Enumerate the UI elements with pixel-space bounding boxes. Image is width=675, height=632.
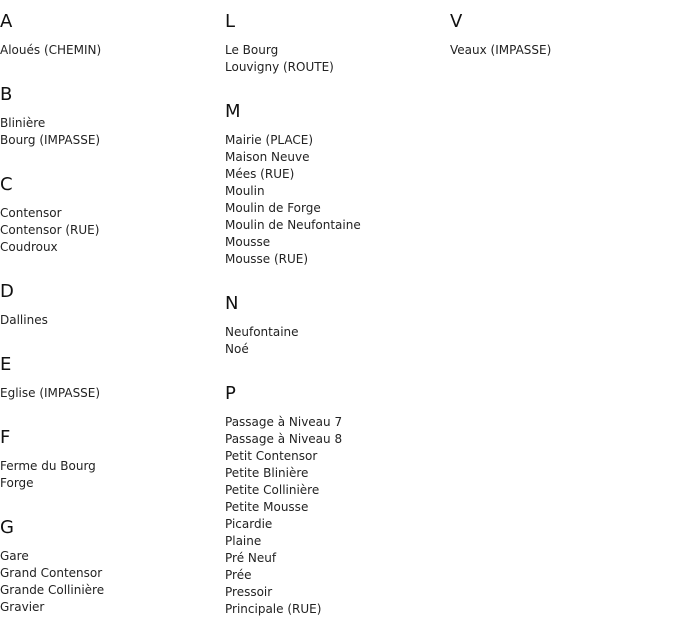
street-link[interactable]: Bourg (IMPASSE) [0, 133, 101, 147]
index-column-3 [450, 8, 670, 59]
street-list [0, 385, 220, 402]
group-spacer [0, 149, 220, 171]
street-link[interactable]: Eglise (IMPASSE) [0, 386, 101, 400]
street-link[interactable]: Noé [225, 342, 249, 356]
street-link[interactable]: Dallines [0, 313, 48, 327]
street-list [0, 312, 220, 329]
street-link[interactable]: Moulin [225, 184, 265, 198]
street-list [225, 414, 445, 618]
group-spacer [225, 358, 445, 380]
street-list [225, 42, 445, 76]
street-list [0, 205, 220, 256]
street-link[interactable]: Petite Collinière [225, 483, 320, 497]
street-link[interactable]: Pré Neuf [225, 551, 277, 565]
street-list [0, 42, 220, 59]
street-link[interactable]: Petite Blinière [225, 466, 309, 480]
letter-group-l [225, 8, 445, 98]
group-spacer [0, 329, 220, 351]
group-spacer [0, 256, 220, 278]
street-link[interactable]: Plaine [225, 534, 262, 548]
street-link[interactable]: Mousse (RUE) [225, 252, 309, 266]
letter-group-a [0, 8, 220, 81]
street-link[interactable]: Petit Contensor [225, 449, 318, 463]
group-spacer [0, 59, 220, 81]
street-link[interactable]: Blinière [0, 116, 46, 130]
street-link[interactable]: Aloués (CHEMIN) [0, 43, 102, 57]
street-link[interactable]: Coudroux [0, 240, 58, 254]
street-link[interactable]: Ferme du Bourg [0, 459, 96, 473]
group-spacer [225, 268, 445, 290]
letter-heading: C [0, 174, 13, 195]
letter-heading: L [225, 11, 236, 32]
street-link[interactable]: Mairie (PLACE) [225, 133, 314, 147]
street-link[interactable]: Moulin de Neufontaine [225, 218, 361, 232]
street-link[interactable]: Grand Contensor [0, 566, 103, 580]
street-link[interactable]: Picardie [225, 517, 273, 531]
street-link[interactable]: Maison Neuve [225, 150, 310, 164]
index-column-2 [225, 8, 445, 618]
letter-heading: V [450, 11, 463, 32]
street-link[interactable]: Mousse [225, 235, 271, 249]
street-link[interactable]: Gravier [0, 600, 45, 614]
letter-heading: M [225, 101, 241, 122]
street-link[interactable]: Petite Mousse [225, 500, 309, 514]
street-link[interactable]: Gare [0, 549, 29, 563]
street-link[interactable]: Passage à Niveau 7 [225, 415, 343, 429]
letter-heading: D [0, 281, 14, 302]
letter-group-d [0, 278, 220, 351]
street-link[interactable]: Contensor (RUE) [0, 223, 100, 237]
street-link[interactable]: Pressoir [225, 585, 273, 599]
letter-group-b [0, 81, 220, 171]
letter-heading: F [0, 427, 11, 448]
street-link[interactable]: Mées (RUE) [225, 167, 295, 181]
street-link[interactable]: Neufontaine [225, 325, 299, 339]
letter-heading: G [0, 517, 14, 538]
letter-heading: B [0, 84, 13, 105]
letter-group-n [225, 290, 445, 380]
street-link[interactable]: Moulin de Forge [225, 201, 321, 215]
letter-group-p [225, 380, 445, 618]
street-list [450, 42, 670, 59]
letter-group-e [0, 351, 220, 424]
street-link[interactable]: Grande Collinière [0, 583, 105, 597]
street-list [225, 132, 445, 268]
street-link[interactable]: Passage à Niveau 8 [225, 432, 343, 446]
letter-group-m [225, 98, 445, 290]
letter-group-f [0, 424, 220, 514]
letter-heading: A [0, 11, 13, 32]
letter-heading: E [0, 354, 12, 375]
letter-group-c [0, 171, 220, 278]
street-link[interactable]: Louvigny (ROUTE) [225, 60, 334, 74]
street-list [0, 548, 220, 616]
index-column-1 [0, 8, 220, 616]
letter-group-g [0, 514, 220, 616]
letter-heading: N [225, 293, 239, 314]
street-list [0, 458, 220, 492]
street-link[interactable]: Le Bourg [225, 43, 279, 57]
group-spacer [0, 402, 220, 424]
street-link[interactable]: Contensor [0, 206, 62, 220]
letter-heading: P [225, 383, 236, 404]
street-link[interactable]: Principale (RUE) [225, 602, 322, 616]
group-spacer [0, 492, 220, 514]
street-list [225, 324, 445, 358]
street-link[interactable]: Prée [225, 568, 252, 582]
street-list [0, 115, 220, 149]
letter-group-v [450, 8, 670, 59]
street-link[interactable]: Forge [0, 476, 34, 490]
group-spacer [225, 76, 445, 98]
street-link[interactable]: Veaux (IMPASSE) [450, 43, 552, 57]
